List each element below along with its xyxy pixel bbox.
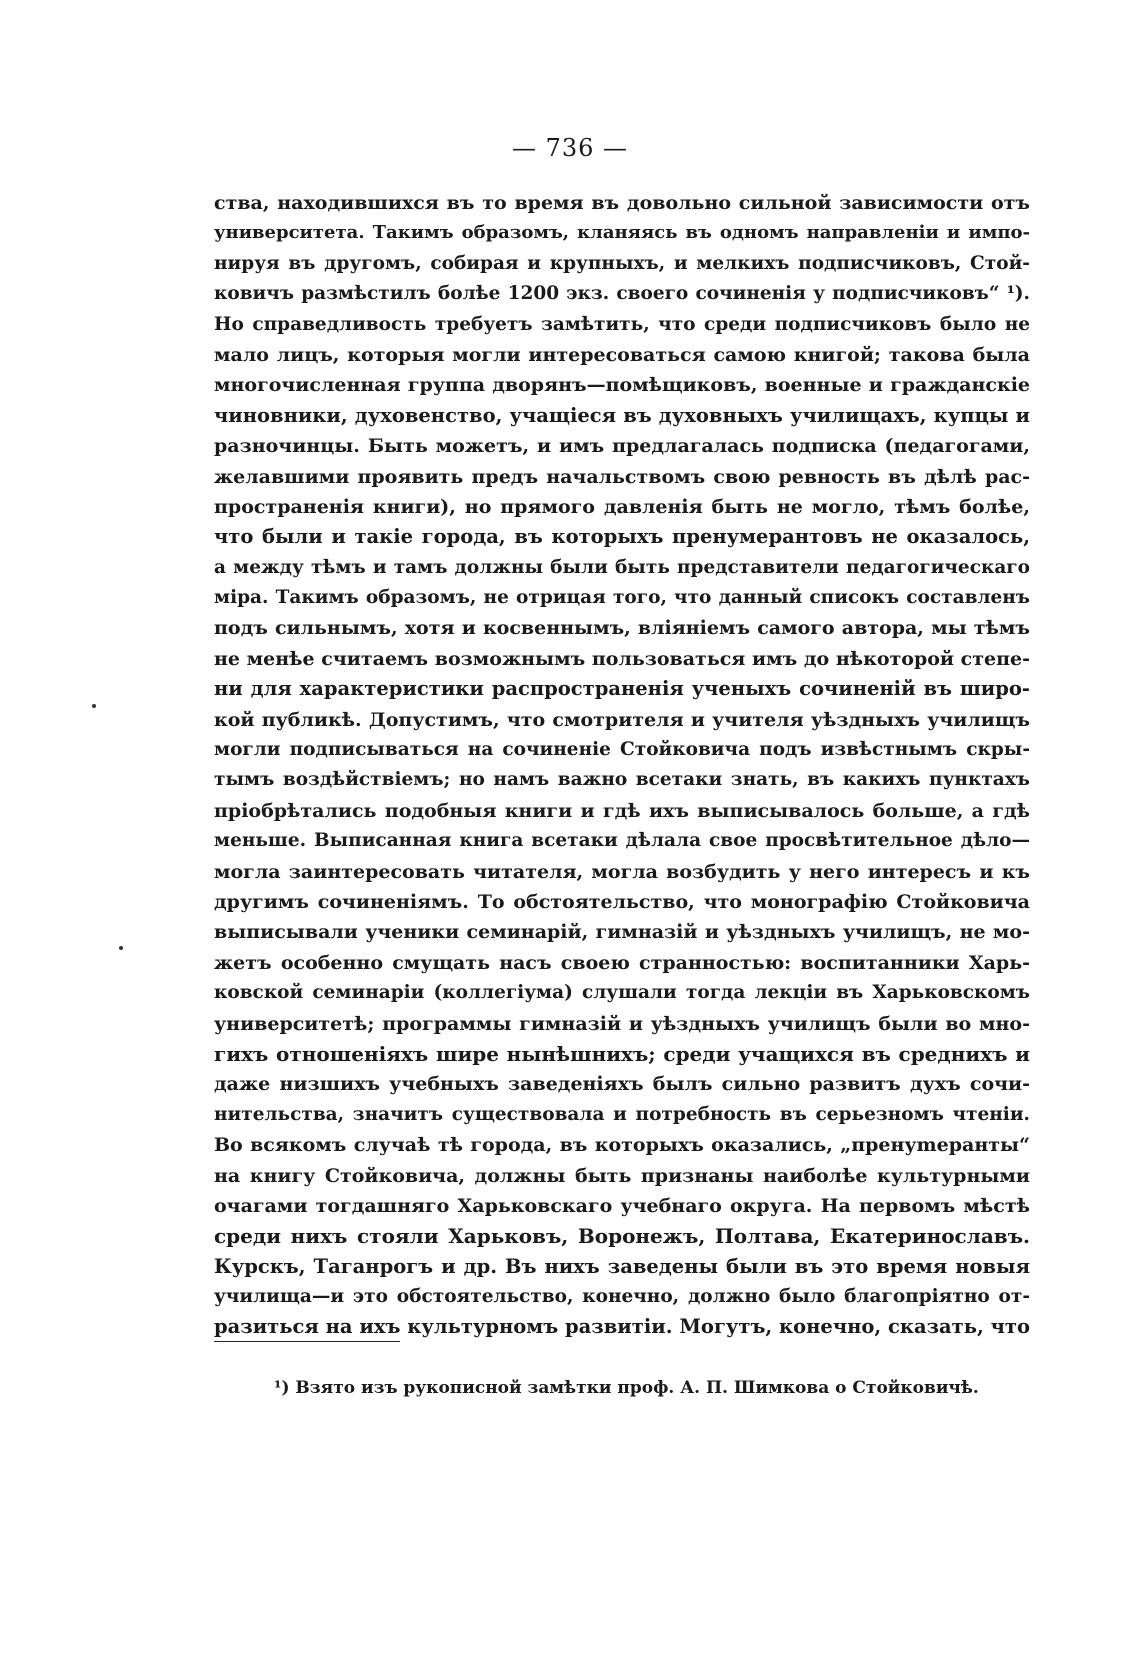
text-line: пріобрѣтались подобныя книги и гдѣ ихъ выписывалось больше, а гдѣ [214, 799, 1030, 822]
page-number: — 736 — [511, 134, 629, 162]
text-line: ства, находившихся въ то время въ довольно сильной зависимости отъ [214, 192, 1030, 214]
text-line: даже низшихъ учебныхъ заведеніяхъ былъ сильно развитъ духъ сочи- [214, 1073, 1030, 1096]
text-line: жетъ особенно смущать насъ своею странностью: воспитанники Харь- [214, 951, 1030, 974]
text-line: среди нихъ стояли Харьковъ, Воронежъ, Полтава, Екатеринославъ. [214, 1224, 1030, 1249]
text-line: міра. Такимъ образомъ, не отрицая того, что данный списокъ составленъ [214, 587, 1030, 609]
text-line: очагами тогдашняго Харьковскаго учебнаго округа. На первомъ мѣстѣ [214, 1194, 1030, 1217]
text-line: ни для характеристики распространенія ученыхъ сочиненій въ широ- [214, 677, 1030, 701]
text-line: Но справедливость требуетъ замѣтить, что среди подписчиковъ было не [214, 313, 1030, 335]
text-line: подъ сильнымъ, хотя и косвеннымъ, вліяніемъ самого автора, мы тѣмъ [214, 617, 1030, 640]
scan-speck [119, 946, 123, 950]
text-line: а между тѣмъ и тамъ должны были быть представители педагогическаго [214, 556, 1030, 578]
text-line: не менѣе считаемъ возможнымъ пользоваться имъ до нѣкоторой степе- [214, 647, 1030, 670]
text-line: тымъ воздѣйствіемъ; но намъ важно всетаки знать, въ какихъ пунктахъ [214, 769, 1030, 791]
text-line: Курскъ, Таганрогъ и др. Въ нихъ заведены были въ это время новыя [214, 1254, 1030, 1278]
text-line: гихъ отношеніяхъ шире нынѣшнихъ; среди учащихся въ среднихъ и [214, 1041, 1030, 1066]
text-line: училища—и это обстоятельство, конечно, должно было благопріятно от- [214, 1286, 1030, 1308]
text-line: меньше. Выписанная книга всетаки дѣлала свое просвѣтительное дѣло— [214, 830, 1030, 852]
scan-speck [92, 704, 96, 708]
text-line: желавшими проявить предъ начальствомъ свою ревность въ дѣлѣ рас- [214, 465, 1030, 488]
footnote-text: Взято изъ рукописной замѣтки проф. А. П. Шимкова о Стойковичѣ. [289, 1378, 979, 1398]
text-line: Во всякомъ случаѣ тѣ города, въ которыхъ оказались, „пренуmeранты“ [214, 1134, 1030, 1157]
text-line: чиновники, духовенство, учащіеся въ духовныхъ училищахъ, купцы и [214, 403, 1030, 427]
text-line: разночинцы. Быть можетъ, и имъ предлагалась подписка (педагогами, [214, 435, 1030, 458]
text-line: ковской семинаріи (коллегіума) слушали тогда лекціи въ Харьковскомъ [214, 982, 1030, 1004]
text-line: нируя въ другомъ, собирая и крупныхъ, и мелкихъ подписчиковъ, Стой- [214, 252, 1030, 274]
footnote [274, 1378, 979, 1398]
text-line: кой публикѣ. Допустимъ, что смотрителя и учителя уѣздныхъ училищъ [214, 708, 1030, 731]
footnote-separator [214, 1341, 400, 1342]
text-line: разиться на ихъ культурномъ развитіи. Могутъ, конечно, сказать, что [214, 1315, 1030, 1339]
text-line: могли подписываться на сочиненіе Стойковича подъ извѣстнымъ скры- [214, 739, 1030, 761]
text-line: мало лицъ, которыя могли интересоваться самою книгой; такова была [214, 343, 1030, 366]
text-line: на книгу Стойковича, должны быть признаны наиболѣе культурными [214, 1164, 1030, 1187]
text-line: университетѣ; программы гимназій и уѣздныхъ училищъ были во мно- [214, 1012, 1030, 1035]
text-line: нительства, значитъ существовала и потребность въ серьезномъ чтеніи. [214, 1103, 1030, 1125]
text-line: что были и такіе города, въ которыхъ пренумерантовъ не оказалось, [214, 525, 1030, 549]
main-text-block [214, 188, 1030, 1343]
text-line: другимъ сочиненіямъ. То обстоятельство, что монографію Стойковича [214, 890, 1030, 913]
text-line: могла заинтересовать читателя, могла возбудить у него интересъ и къ [214, 860, 1030, 883]
text-line: пространенія книги), но прямого давленія быть не могло, тѣмъ болѣе, [214, 495, 1030, 518]
text-line: университета. Такимъ образомъ, кланяясь въ одномъ направленіи и импо- [214, 222, 1030, 244]
text-line: выписывали ученики семинарій, гимназій и уѣздныхъ училищъ, не мо- [214, 921, 1030, 944]
footnote-marker: ¹) [274, 1378, 290, 1398]
text-line: ковичъ размѣстилъ болѣе 1200 экз. своего сочиненія у подписчиковъ“ ¹). [214, 283, 1030, 305]
text-line: многочисленная группа дворянъ—помѣщиковъ, военные и гражданскіе [214, 374, 1030, 397]
